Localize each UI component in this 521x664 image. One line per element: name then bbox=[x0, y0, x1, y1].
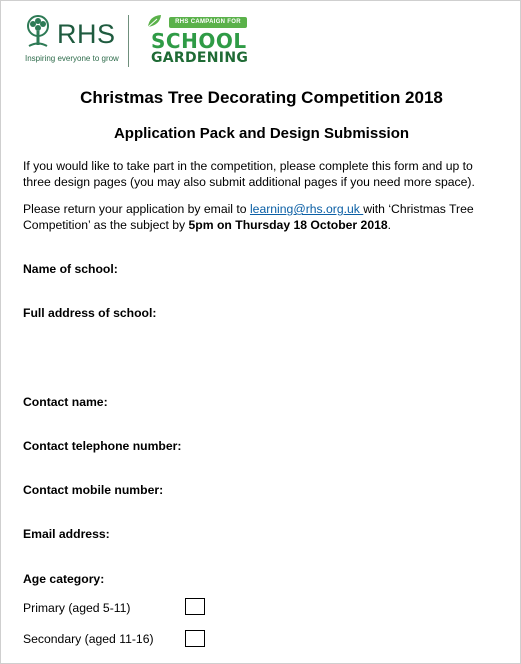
header-logos bbox=[23, 13, 283, 71]
campaign-school-text: SCHOOL bbox=[151, 29, 247, 53]
page-subtitle: Application Pack and Design Submission bbox=[113, 125, 410, 142]
option-secondary-label: Secondary (aged 11-16) bbox=[23, 632, 154, 646]
rhs-tree-logo-icon bbox=[23, 15, 53, 51]
field-contact-phone-label: Contact telephone number: bbox=[23, 439, 182, 453]
return-suffix: . bbox=[387, 218, 392, 232]
field-email-label: Email address: bbox=[23, 527, 110, 541]
field-contact-name-label: Contact name: bbox=[23, 395, 108, 409]
deadline-text: 5pm on Thursday 18 October 2018 bbox=[188, 218, 388, 232]
return-middle: with ‘Christmas Tree Competition’ as the subject by bbox=[23, 202, 474, 232]
option-primary-checkbox[interactable] bbox=[185, 598, 205, 615]
option-secondary-checkbox[interactable] bbox=[185, 630, 205, 647]
option-primary-label: Primary (aged 5-11) bbox=[23, 601, 131, 615]
field-school-name-label: Name of school: bbox=[23, 262, 118, 276]
page-title: Christmas Tree Decorating Competition 2018 bbox=[80, 88, 443, 107]
email-link[interactable]: learning@rhs.org.uk bbox=[249, 202, 364, 216]
field-contact-mobile-label: Contact mobile number: bbox=[23, 483, 164, 497]
campaign-gardening-text: GARDENING bbox=[151, 50, 249, 66]
return-prefix: Please return your application by email to bbox=[23, 202, 250, 216]
field-age-category-label: Age category: bbox=[23, 572, 105, 586]
campaign-banner: RHS CAMPAIGN FOR bbox=[169, 17, 247, 28]
rhs-logo-text: RHS bbox=[57, 19, 116, 49]
return-paragraph bbox=[23, 201, 503, 233]
logo-divider bbox=[128, 15, 129, 67]
rhs-tagline: Inspiring everyone to grow bbox=[25, 54, 119, 63]
intro-paragraph: If you would like to take part in the competition, please complete this form and up to three design pages (you may also submit additional pages if you need more space). bbox=[23, 159, 475, 189]
field-school-address-label: Full address of school: bbox=[23, 306, 157, 320]
